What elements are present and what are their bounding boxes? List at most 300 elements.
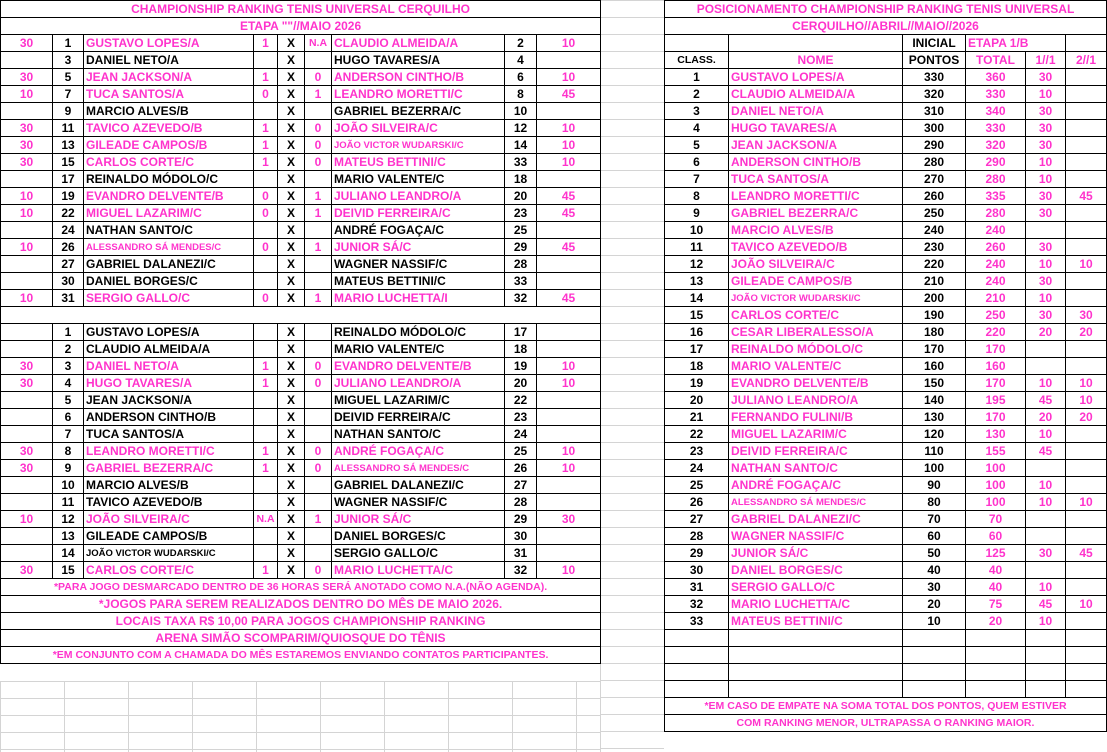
player2-score [305,528,332,545]
player1-name: TUCA SANTOS/A [84,426,254,443]
versus-mark: X [278,443,305,460]
player1-points [1,409,53,426]
versus-mark: X [278,120,305,137]
player2-points [537,171,601,188]
player2-rank: 18 [505,341,537,358]
player1-points [1,256,53,273]
player1-points [1,222,53,239]
player1-points: 10 [1,188,53,205]
player2-points: 10 [537,443,601,460]
match-row [1,460,601,477]
ranking-round2-points [1066,443,1107,460]
versus-mark: X [278,273,305,290]
ranking-subtitle: CERQUILHO//ABRIL//MAIO//2026 [665,18,1107,35]
ranking-round2-points [1066,613,1107,630]
player1-rank: 7 [53,86,84,103]
ranking-round2-points: 10 [1066,375,1107,392]
player1-score [254,324,278,341]
player1-points: 30 [1,69,53,86]
player1-name: REINALDO MÓDOLO/C [84,171,254,188]
ranking-round1-points: 30 [1026,545,1066,562]
note-row [1,647,601,664]
versus-mark: X [278,256,305,273]
ranking-round1-points: 10 [1026,290,1066,307]
ranking-player-name: GABRIEL BEZERRA/C [729,205,903,222]
player1-rank: 5 [53,69,84,86]
ranking-round2-points [1066,426,1107,443]
player2-points [537,222,601,239]
player1-name: NATHAN SANTO/C [84,222,254,239]
player2-name: JUNIOR SÁ/C [332,511,505,528]
ranking-player-name: DANIEL NETO/A [729,103,903,120]
ranking-round2-points [1066,290,1107,307]
ranking-round1-points: 10 [1026,154,1066,171]
ranking-initial-points: 200 [903,290,966,307]
empty-row [665,664,1107,681]
ranking-round1-points: 10 [1026,477,1066,494]
player2-points: 10 [537,35,601,52]
ranking-total-points: 260 [966,239,1026,256]
player1-rank: 15 [53,154,84,171]
player2-name: MARIO VALENTE/C [332,341,505,358]
ranking-position: 6 [665,154,729,171]
ranking-player-name: GILEADE CAMPOS/B [729,273,903,290]
ranking-row [665,545,1107,562]
ranking-row [665,120,1107,137]
player2-points: 45 [537,290,601,307]
player1-score [254,341,278,358]
player2-points [537,392,601,409]
versus-mark: X [278,460,305,477]
ranking-position: 16 [665,324,729,341]
player2-score: 0 [305,69,332,86]
player2-rank: 32 [505,562,537,579]
player2-points [537,477,601,494]
player1-name: JOÃO SILVEIRA/C [84,511,254,528]
player1-name: CARLOS CORTE/C [84,154,254,171]
match-row [1,35,601,52]
ranking-initial-points: 100 [903,460,966,477]
player1-name: JEAN JACKSON/A [84,392,254,409]
player1-points [1,341,53,358]
ranking-round2-points [1066,222,1107,239]
ranking-round2-points [1066,273,1107,290]
player1-rank: 11 [53,494,84,511]
ranking-total-points: 100 [966,460,1026,477]
ranking-position: 28 [665,528,729,545]
header-etapa: ETAPA 1/B [966,35,1066,52]
ranking-position: 26 [665,494,729,511]
player2-rank: 10 [505,103,537,120]
player2-points: 10 [537,120,601,137]
footer-note: COM RANKING MENOR, ULTRAPASSA O RANKING MAIOR. [665,715,1107,732]
ranking-position: 19 [665,375,729,392]
player1-rank: 11 [53,120,84,137]
player2-score: 1 [305,511,332,528]
player2-name: ANDERSON CINTHO/B [332,69,505,86]
ranking-round1-points: 30 [1026,307,1066,324]
ranking-total-points: 240 [966,256,1026,273]
player2-points [537,426,601,443]
ranking-total-points: 210 [966,290,1026,307]
player1-name: JEAN JACKSON/A [84,69,254,86]
ranking-initial-points: 120 [903,426,966,443]
player1-score: 0 [254,86,278,103]
player1-rank: 24 [53,222,84,239]
player2-points [537,409,601,426]
note-row [1,613,601,630]
versus-mark: X [278,205,305,222]
player1-name: GUSTAVO LOPES/A [84,324,254,341]
player2-score: 1 [305,86,332,103]
player1-score: 1 [254,358,278,375]
sheet-gridlines-bottom [0,681,600,752]
ranking-total-points: 240 [966,222,1026,239]
versus-mark: X [278,562,305,579]
ranking-row [665,426,1107,443]
ranking-player-name: MIGUEL LAZARIM/C [729,426,903,443]
column-header-round1: 1//1 [1026,52,1066,69]
note-text: *EM CONJUNTO COM A CHAMADA DO MÊS ESTAREMOS ENVIANDO CONTATOS PARTICIPANTES. [1,647,601,664]
ranking-row [665,494,1107,511]
versus-mark: X [278,171,305,188]
match-row [1,409,601,426]
ranking-player-name: JOÃO SILVEIRA/C [729,256,903,273]
player2-name: JULIANO LEANDRO/A [332,375,505,392]
player2-score [305,392,332,409]
player2-name: REINALDO MÓDOLO/C [332,324,505,341]
player2-name: GABRIEL BEZERRA/C [332,103,505,120]
match-row [1,528,601,545]
player2-rank: 12 [505,120,537,137]
player1-rank: 22 [53,205,84,222]
player1-score: 1 [254,69,278,86]
versus-mark: X [278,222,305,239]
player1-rank: 5 [53,392,84,409]
ranking-position: 20 [665,392,729,409]
player2-rank: 17 [505,324,537,341]
ranking-initial-points: 70 [903,511,966,528]
player2-score: 0 [305,375,332,392]
player1-rank: 12 [53,511,84,528]
player1-score [254,171,278,188]
ranking-total-points: 170 [966,341,1026,358]
ranking-position: 22 [665,426,729,443]
ranking-row [665,477,1107,494]
versus-mark: X [278,426,305,443]
ranking-row [665,562,1107,579]
player1-rank: 31 [53,290,84,307]
player1-name: ANDERSON CINTHO/B [84,409,254,426]
player1-points: 30 [1,443,53,460]
player1-rank: 3 [53,358,84,375]
player2-rank: 32 [505,290,537,307]
ranking-round1-points: 20 [1026,324,1066,341]
player2-points [537,256,601,273]
match-row [1,154,601,171]
player1-rank: 27 [53,256,84,273]
ranking-total-points: 155 [966,443,1026,460]
player1-rank: 19 [53,188,84,205]
player2-rank: 23 [505,409,537,426]
player2-rank: 22 [505,392,537,409]
player1-name: SERGIO GALLO/C [84,290,254,307]
ranking-row [665,596,1107,613]
player1-rank: 13 [53,137,84,154]
ranking-total-points: 170 [966,409,1026,426]
player2-rank: 4 [505,52,537,69]
ranking-round2-points: 30 [1066,307,1107,324]
player2-score [305,171,332,188]
ranking-round2-points [1066,103,1107,120]
ranking-row [665,273,1107,290]
ranking-row [665,103,1107,120]
ranking-round1-points: 10 [1026,494,1066,511]
ranking-row [665,69,1107,86]
ranking-position: 3 [665,103,729,120]
ranking-total-points: 330 [966,86,1026,103]
match-row [1,324,601,341]
ranking-total-points: 195 [966,392,1026,409]
ranking-position: 7 [665,171,729,188]
player1-score [254,545,278,562]
ranking-row [665,171,1107,188]
ranking-player-name: NATHAN SANTO/C [729,460,903,477]
match-row [1,86,601,103]
ranking-round2-points [1066,154,1107,171]
player2-name: ANDRÉ FOGAÇA/C [332,222,505,239]
ranking-player-name: TAVICO AZEVEDO/B [729,239,903,256]
ranking-player-name: FERNANDO FULINI/B [729,409,903,426]
ranking-total-points: 125 [966,545,1026,562]
ranking-round2-points [1066,86,1107,103]
ranking-row [665,290,1107,307]
match-row [1,290,601,307]
versus-mark: X [278,52,305,69]
ranking-position: 30 [665,562,729,579]
player1-points: 10 [1,290,53,307]
ranking-player-name: EVANDRO DELVENTE/B [729,375,903,392]
player2-rank: 8 [505,86,537,103]
player1-score [254,409,278,426]
ranking-total-points: 130 [966,426,1026,443]
ranking-round1-points: 10 [1026,375,1066,392]
versus-mark: X [278,290,305,307]
player2-score [305,273,332,290]
ranking-round1-points [1026,528,1066,545]
ranking-initial-points: 260 [903,188,966,205]
versus-mark: X [278,324,305,341]
player1-points [1,392,53,409]
ranking-round1-points [1026,511,1066,528]
ranking-initial-points: 110 [903,443,966,460]
player1-score [254,222,278,239]
player2-name: JUNIOR SÁ/C [332,239,505,256]
player2-name: MATEUS BETTINI/C [332,154,505,171]
player1-points: 30 [1,358,53,375]
ranking-round2-points: 10 [1066,256,1107,273]
ranking-player-name: MARIO LUCHETTA/C [729,596,903,613]
player2-score [305,426,332,443]
ranking-total-points: 170 [966,375,1026,392]
ranking-row [665,613,1107,630]
player2-name: JULIANO LEANDRO/A [332,188,505,205]
ranking-row [665,358,1107,375]
ranking-row [665,307,1107,324]
ranking-row [665,86,1107,103]
ranking-round2-points: 10 [1066,494,1107,511]
ranking-initial-points: 310 [903,103,966,120]
player2-name: WAGNER NASSIF/C [332,256,505,273]
ranking-round1-points: 45 [1026,392,1066,409]
ranking-table [664,0,1107,732]
player2-rank: 19 [505,358,537,375]
ranking-round2-points [1066,511,1107,528]
player2-rank: 33 [505,273,537,290]
player1-name: HUGO TAVARES/A [84,375,254,392]
ranking-position: 33 [665,613,729,630]
player1-name: TAVICO AZEVEDO/B [84,120,254,137]
ranking-round1-points: 30 [1026,120,1066,137]
player2-points: 10 [537,375,601,392]
column-header-class: CLASS. [665,52,729,69]
player1-rank: 13 [53,528,84,545]
ranking-total-points: 20 [966,613,1026,630]
ranking-initial-points: 270 [903,171,966,188]
ranking-total-points: 100 [966,477,1026,494]
player2-points: 45 [537,239,601,256]
player2-rank: 14 [505,137,537,154]
ranking-player-name: REINALDO MÓDOLO/C [729,341,903,358]
ranking-row [665,188,1107,205]
player2-name: HUGO TAVARES/A [332,52,505,69]
player2-name: WAGNER NASSIF/C [332,494,505,511]
match-row [1,239,601,256]
ranking-player-name: JEAN JACKSON/A [729,137,903,154]
player1-score [254,103,278,120]
note-text: ARENA SIMÃO SCOMPARIM/QUIOSQUE DO TÊNIS [1,630,601,647]
match-row [1,273,601,290]
player1-name: GABRIEL BEZERRA/C [84,460,254,477]
player2-rank: 31 [505,545,537,562]
player1-rank: 26 [53,239,84,256]
player2-rank: 23 [505,205,537,222]
player2-rank: 20 [505,188,537,205]
ranking-initial-points: 30 [903,579,966,596]
ranking-position: 31 [665,579,729,596]
ranking-round2-points: 45 [1066,545,1107,562]
player1-rank: 2 [53,341,84,358]
player2-rank: 18 [505,171,537,188]
ranking-total-points: 280 [966,171,1026,188]
ranking-initial-points: 90 [903,477,966,494]
match-row [1,103,601,120]
player1-points: 30 [1,375,53,392]
ranking-round1-points: 30 [1026,239,1066,256]
match-row [1,205,601,222]
player2-points: 10 [537,137,601,154]
player2-name: LEANDRO MORETTI/C [332,86,505,103]
player2-rank: 25 [505,222,537,239]
player1-rank: 3 [53,52,84,69]
ranking-row [665,239,1107,256]
ranking-initial-points: 280 [903,154,966,171]
sheet-gridlines [600,0,664,752]
player2-points [537,103,601,120]
ranking-round1-points [1026,358,1066,375]
ranking-round1-points: 20 [1026,409,1066,426]
ranking-round1-points: 10 [1026,613,1066,630]
player2-name: MARIO VALENTE/C [332,171,505,188]
ranking-initial-points: 130 [903,409,966,426]
ranking-initial-points: 80 [903,494,966,511]
ranking-total-points: 330 [966,120,1026,137]
player1-rank: 15 [53,562,84,579]
player1-rank: 9 [53,460,84,477]
player2-points: 10 [537,562,601,579]
player1-points [1,324,53,341]
match-row [1,358,601,375]
versus-mark: X [278,511,305,528]
player1-score: 1 [254,137,278,154]
player2-points: 45 [537,188,601,205]
player1-score [254,477,278,494]
player1-rank: 1 [53,35,84,52]
ranking-initial-points: 300 [903,120,966,137]
ranking-player-name: JOÃO VICTOR WUDARSKI/C [729,290,903,307]
ranking-player-name: TUCA SANTOS/A [729,171,903,188]
ranking-row [665,511,1107,528]
ranking-player-name: CARLOS CORTE/C [729,307,903,324]
note-row [1,596,601,613]
ranking-row [665,324,1107,341]
versus-mark: X [278,239,305,256]
ranking-round1-points [1026,341,1066,358]
match-row [1,256,601,273]
player2-rank: 27 [505,477,537,494]
player2-name: DANIEL BORGES/C [332,528,505,545]
ranking-initial-points: 10 [903,613,966,630]
ranking-total-points: 70 [966,511,1026,528]
player1-score: 0 [254,205,278,222]
player1-score [254,426,278,443]
player2-score: 0 [305,358,332,375]
player1-rank: 7 [53,426,84,443]
player1-score [254,392,278,409]
player2-score: 0 [305,460,332,477]
player1-name: GABRIEL DALANEZI/C [84,256,254,273]
ranking-round1-points: 30 [1026,188,1066,205]
player2-rank: 26 [505,460,537,477]
ranking-round2-points: 10 [1066,596,1107,613]
player2-rank: 33 [505,154,537,171]
ranking-round2-points: 20 [1066,409,1107,426]
versus-mark: X [278,494,305,511]
ranking-total-points: 280 [966,205,1026,222]
ranking-position: 25 [665,477,729,494]
player1-points: 30 [1,562,53,579]
ranking-title: POSICIONAMENTO CHAMPIONSHIP RANKING TENIS UNIVERSAL [665,1,1107,18]
player2-points [537,528,601,545]
footer-row [665,698,1107,715]
ranking-initial-points: 140 [903,392,966,409]
player2-points [537,341,601,358]
ranking-round1-points: 10 [1026,256,1066,273]
player2-score [305,324,332,341]
ranking-position: 1 [665,69,729,86]
ranking-initial-points: 60 [903,528,966,545]
player1-score: 1 [254,120,278,137]
